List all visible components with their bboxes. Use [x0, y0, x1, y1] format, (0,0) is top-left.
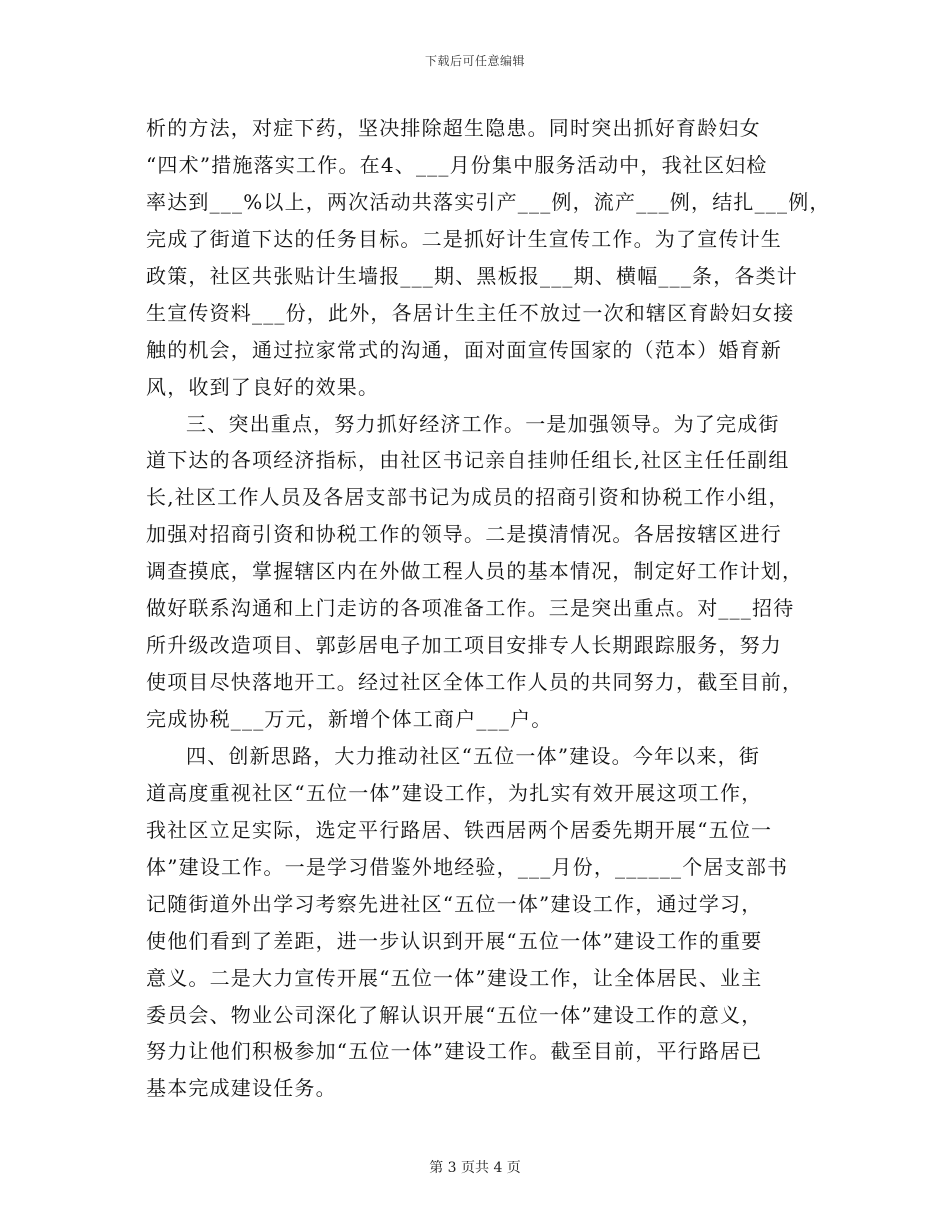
page-number: 第 3 页共 4 页 [429, 1160, 521, 1176]
body-line: 率达到___%以上，两次活动共落实引产___例，流产___例，结扎___例， [146, 189, 831, 214]
body-line: 努力让他们积极参加“五位一体”建设工作。截至目前，平行路居已 [146, 1039, 763, 1064]
body-line: 道下达的各项经济指标，由社区书记亲自挂帅任组长,社区主任任副组 [146, 448, 790, 473]
body-line: 完成了街道下达的任务目标。二是抓好计生宣传工作。为了宣传计生 [146, 226, 782, 251]
body-line: 使项目尽快落地开工。经过社区全体工作人员的共同努力，截至目前， [146, 670, 804, 695]
body-line: 触的机会，通过拉家常式的沟通，面对面宣传国家的（范本）婚育新 [146, 337, 782, 362]
document-body [146, 110, 831, 1107]
body-line: 道高度重视社区“五位一体”建设工作，为扎实有效开展这项工作， [146, 780, 763, 805]
body-line: 记随街道外出学习考察先进社区“五位一体”建设工作，通过学习， [146, 891, 763, 916]
body-line: 我社区立足实际，选定平行路居、铁西居两个居委先期开展“五位一 [146, 817, 773, 842]
body-line: 长,社区工作人员及各居支部书记为成员的招商引资和协税工作小组， [146, 485, 790, 510]
page-footer [0, 1157, 950, 1177]
body-line: 政策，社区共张贴计生墙报___期、黑板报___期、横幅___条，各类计 [146, 263, 798, 288]
body-line: 所升级改造项目、郭彭居电子加工项目安排专人长期跟踪服务，努力 [146, 633, 782, 658]
body-line: 加强对招商引资和协税工作的领导。二是摸清情况。各居按辖区进行 [146, 522, 782, 547]
body-line: 生宣传资料___份，此外，各居计生主任不放过一次和辖区育龄妇女接 [146, 300, 795, 325]
body-line: 析的方法，对症下药，坚决排除超生隐患。同时突出抓好育龄妇女 [146, 116, 761, 140]
body-line: 做好联系沟通和上门走访的各项准备工作。三是突出重点。对___招待 [146, 596, 795, 621]
paragraph-first-line: 三、突出重点，努力抓好经济工作。一是加强领导。为了完成街 [186, 411, 780, 436]
paragraph-first-line: 四、创新思路，大力推动社区“五位一体”建设。今年以来，街 [186, 743, 761, 768]
body-line: “四术”措施落实工作。在4、___月份集中服务活动中，我社区妇检 [146, 152, 768, 177]
body-line: 意义。二是大力宣传开展“五位一体”建设工作，让全体居民、业主 [146, 965, 763, 990]
body-line: 使他们看到了差距，进一步认识到开展“五位一体”建设工作的重要 [146, 928, 763, 953]
body-line: 委员会、物业公司深化了解认识开展“五位一体”建设工作的意义， [146, 1002, 763, 1027]
page-header [0, 52, 950, 69]
body-line: 基本完成建设任务。 [146, 1076, 337, 1101]
body-line: 体”建设工作。一是学习借鉴外地经验，___月份，______个居支部书 [146, 854, 789, 879]
body-line: 风，收到了良好的效果。 [146, 374, 380, 399]
header-note: 下载后可任意编辑 [424, 54, 525, 68]
body-line: 调查摸底，掌握辖区内在外做工程人员的基本情况，制定好工作计划， [146, 559, 804, 584]
body-line: 完成协税___万元，新增个体工商户___户。 [146, 707, 553, 731]
